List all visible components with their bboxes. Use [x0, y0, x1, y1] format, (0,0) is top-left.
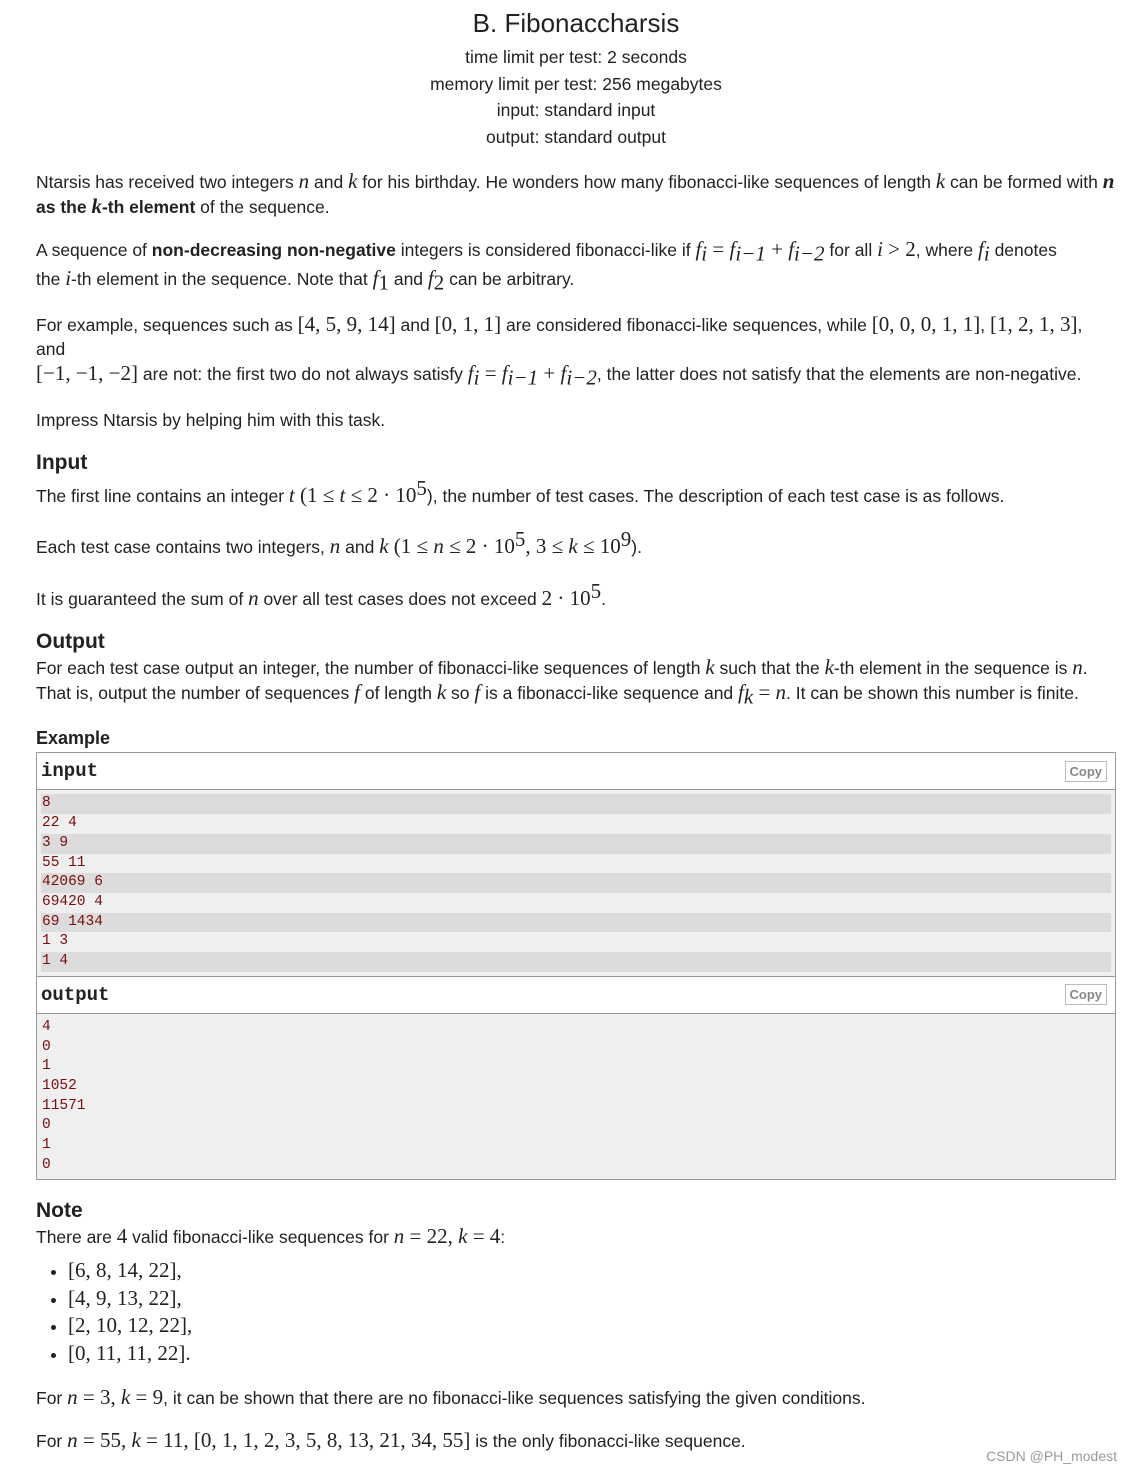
example-line: 1 4 [41, 952, 1111, 972]
list-item: • [2, 10, 12, 22], [68, 1312, 1116, 1340]
copy-input-button[interactable]: Copy [1065, 761, 1108, 782]
note-sequence-list [36, 1257, 1116, 1367]
example-input-label: input [41, 760, 99, 783]
example-line: 55 11 [42, 854, 86, 871]
example-input-lines[interactable] [37, 790, 1115, 975]
example-line: 4 [42, 1018, 51, 1035]
note-paragraph-1: There are 4 valid fibonacci-like sequences for n = 22, k = 4: [36, 1224, 506, 1249]
example-line: 0 [42, 1156, 51, 1173]
legend-paragraph-4: Impress Ntarsis by helping him with this task. [36, 409, 386, 430]
legend-paragraph-1: Ntarsis has received two integers n and k for his birthday. He wonders how many fibonacci-like sequences of length k can be formed with n as the k-th element of the sequence. [36, 169, 1115, 218]
output-heading: Output [36, 629, 105, 653]
example-line: 0 [42, 1038, 51, 1055]
list-item: • [0, 11, 11, 22]. [68, 1340, 1116, 1368]
list-item: • [4, 9, 13, 22], [68, 1285, 1116, 1313]
copy-output-button[interactable]: Copy [1065, 984, 1108, 1005]
note-paragraph-3: For n = 55, k = 11, [0, 1, 1, 2, 3, 5, 8, 13, 21, 34, 55] is the only fibonacci-like sequence. [36, 1428, 746, 1453]
example-line: 69 1434 [41, 913, 1111, 933]
note-paragraph-2: For n = 3, k = 9, it can be shown that there are no fibonacci-like sequences satisfying the given conditions. [36, 1385, 866, 1410]
example-input-header [37, 753, 1115, 790]
example-line: 1 [42, 1058, 51, 1075]
example-box [36, 752, 1116, 1180]
example-line: 11571 [42, 1097, 86, 1114]
example-line: 1052 [42, 1077, 77, 1094]
example-line: 3 9 [41, 834, 1111, 854]
example-output-header [37, 976, 1115, 1014]
problem-statement [36, 0, 1116, 1453]
input-paragraph-1: The first line contains an integer t $(1 \le t \le 2 \cdot 10^5)$, the number of test cases. The description of each test case is as follows. [36, 475, 1005, 507]
input-heading: Input [36, 450, 88, 474]
example-output-lines[interactable] [37, 1014, 1115, 1180]
input-source: input: standard input [496, 100, 656, 120]
example-line: 0 [42, 1117, 51, 1134]
example-line: 1 3 [42, 933, 69, 950]
problem-limits [36, 44, 1116, 150]
list-item: • [6, 8, 14, 22], [68, 1257, 1116, 1285]
example-line: 42069 6 [41, 873, 1111, 893]
time-limit: time limit per test: 2 seconds [465, 47, 687, 67]
example-line: 8 [41, 794, 1111, 814]
watermark: CSDN @PH_modest [986, 1448, 1117, 1464]
memory-limit: memory limit per test: 256 megabytes [430, 73, 722, 94]
output-source: output: standard output [486, 126, 666, 147]
input-paragraph-3: It is guaranteed the sum of n over all test cases does not exceed $2 \cdot 10^5$. [36, 579, 607, 610]
output-paragraph-2: That is, output the number of sequences f of length k so f is a fibonacci-like sequence and $f_k = n$. It can be shown this number is finite. [36, 679, 1079, 709]
example-output-label: output [41, 983, 110, 1006]
example-line: 22 4 [42, 815, 77, 832]
legend-paragraph-3: For example, sequences such as [4, 5, 9, 14] and [0, 1, 1] are considered fibonacci-like sequences, while [0, 0, 0, 1, 1], [1, 2, 1, 3], and [−1, −1, −2] are not: the first two do not always satisfy $f_i = f_{i-1} + f_{i-2}$, the latter does not satisfy that the elements are non-negative. [36, 312, 1083, 390]
example-heading: Example [36, 728, 111, 749]
problem-title: B. Fibonaccharsis [472, 8, 680, 38]
note-heading: Note [36, 1199, 83, 1223]
input-paragraph-2: Each test case contains two integers, n and k ($1 \le n \le 2 \cdot 10^5$, $3 \le k \le 10^9$). [36, 527, 642, 559]
output-paragraph-1: For each test case output an integer, the number of fibonacci-like sequences of length k such that the k-th element in the sequence is n. [36, 654, 1088, 679]
example-line: 69420 4 [42, 894, 103, 910]
example-line: 1 [42, 1137, 51, 1154]
legend-paragraph-2: A sequence of non-decreasing non-negative integers is considered fibonacci-like if $f_i = f_{i-1} + f_{i-2}$ for all i > 2, where $f_i$ denotes the i-th element in the sequence. Note that $f_1$ and $f_2$ can be arbitrary. [36, 237, 1057, 294]
